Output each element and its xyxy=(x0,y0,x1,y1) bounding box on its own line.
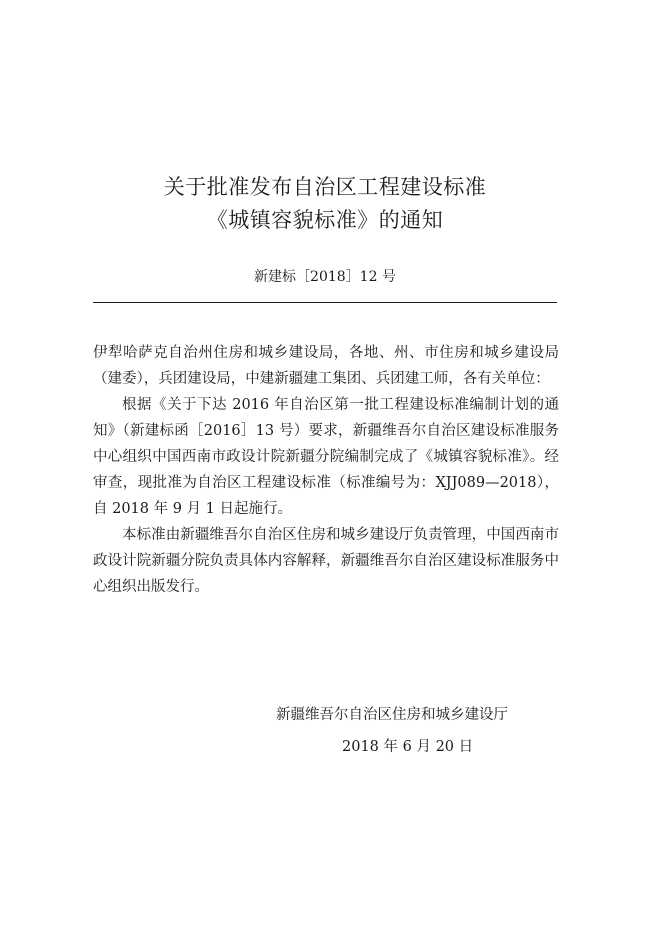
signature-organization: 新疆维吾尔自治区住房和城乡建设厅 xyxy=(276,707,508,723)
notice-body xyxy=(93,340,559,600)
salutation: 伊犁哈萨克自治州住房和城乡建设局，各地、州、市住房和城乡建设局（建委），兵团建设局，中建新疆建工集团、兵团建工师，各有关单位： xyxy=(93,345,559,387)
header-divider xyxy=(93,302,557,303)
body-paragraph-1: 根据《关于下达 2016 年自治区第一批工程建设标准编制计划的通知》（新建标函［2016］13 号）要求，新疆维吾尔自治区建设标准服务中心组织中国西南市政设计院新疆分院编制完成了《城镇容貌标准》。经审查，现批准为自治区工程建设标准（标准编号为：XJJ089—2018），自 2018 年 9 月 1 日起施行。 xyxy=(93,397,559,517)
document-number: 新建标［2018］12 号 xyxy=(254,269,396,285)
signature-date: 2018 年 6 月 20 日 xyxy=(342,739,474,755)
notice-title-line2: 《城镇容貌标准》的通知 xyxy=(206,208,444,232)
body-paragraph-2: 本标准由新疆维吾尔自治区住房和城乡建设厅负责管理，中国西南市政设计院新疆分院负责具体内容解释，新疆维吾尔自治区建设标准服务中心组织出版发行。 xyxy=(93,527,559,595)
notice-title-line1: 关于批准发布自治区工程建设标准 xyxy=(163,175,487,199)
